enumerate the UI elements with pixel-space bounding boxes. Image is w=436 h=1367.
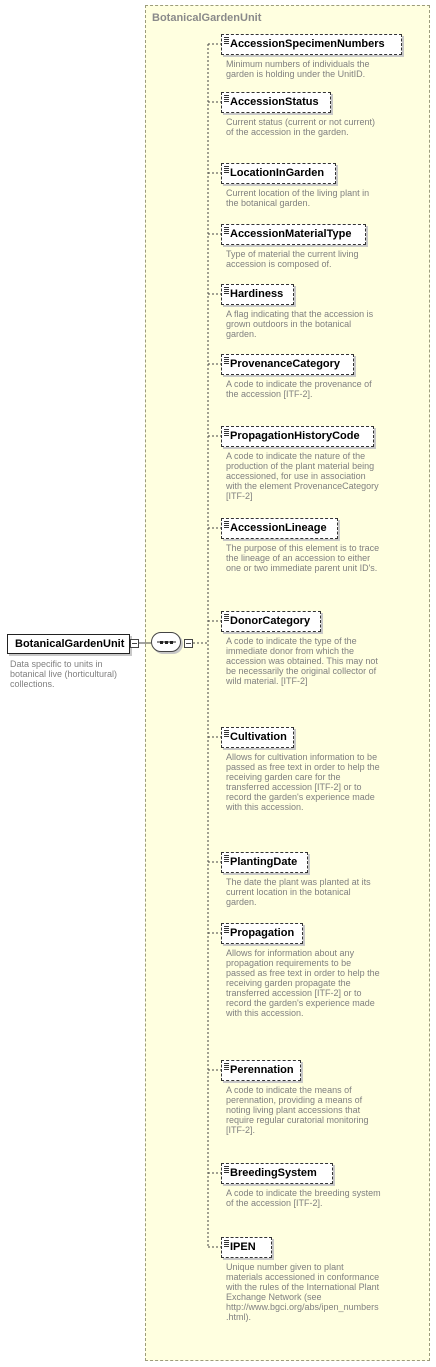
element-name: IPEN — [230, 1241, 256, 1253]
element-description: Current status (current or not current) of the accession in the garden. — [226, 117, 376, 137]
element-box-propagation[interactable] — [221, 923, 303, 944]
element-box-hardiness[interactable] — [221, 284, 294, 305]
element-box-ipen[interactable] — [221, 1237, 272, 1258]
element-box-perennation[interactable] — [221, 1060, 301, 1081]
element-name: PropagationHistoryCode — [230, 430, 360, 442]
element-name: AccessionSpecimenNumbers — [230, 38, 385, 50]
root-collapse-icon[interactable] — [130, 639, 139, 648]
element-description: A code to indicate the means of perennation, providing a means of noting living plant accessions that require regular curatorial monitoring [ITF-2]. — [226, 1085, 369, 1135]
sequence-icon — [152, 633, 182, 653]
element-box-breedingsystem[interactable] — [221, 1163, 333, 1184]
documentation-icon — [224, 227, 229, 234]
element-box-donorcategory[interactable] — [221, 611, 321, 632]
element-name: BreedingSystem — [230, 1167, 317, 1179]
group-title: BotanicalGardenUnit — [152, 12, 262, 24]
documentation-icon — [224, 1240, 229, 1247]
element-name: AccessionLineage — [230, 522, 327, 534]
documentation-icon — [224, 37, 229, 44]
element-box-provenancecategory[interactable] — [221, 354, 354, 375]
documentation-icon — [224, 926, 229, 933]
sequence-collapse-icon[interactable] — [184, 639, 193, 648]
documentation-icon — [224, 1166, 229, 1173]
element-description: Allows for cultivation information to be passed as free text in order to help the receiving garden care for the transferred accession [ITF-2] or to record the garden's experience made with this accession. — [226, 752, 380, 812]
element-name: AccessionStatus — [230, 96, 319, 108]
element-box-accessionstatus[interactable] — [221, 92, 331, 113]
documentation-icon — [224, 166, 229, 173]
element-description: Current location of the living plant in the botanical garden. — [226, 188, 370, 208]
sequence-compositor[interactable] — [151, 632, 181, 652]
element-description: Minimum numbers of individuals the garden is holding under the UnitID. — [226, 59, 370, 79]
documentation-icon — [224, 521, 229, 528]
element-description: Type of material the current living accession is composed of. — [226, 249, 359, 269]
root-element-description: Data specific to units in botanical live (horticultural) collections. — [10, 659, 118, 689]
element-description: A code to indicate the type of the immediate donor from which the accession was obtained. This may not be necessarily the original collector of wild material. [ITF-2] — [226, 636, 378, 686]
element-description: A code to indicate the nature of the production of the plant material being accessioned, for use in association with the element ProvenanceCategory [ITF-2] — [226, 451, 379, 501]
documentation-icon — [224, 357, 229, 364]
element-description: A code to indicate the breeding system of the accession [ITF-2]. — [226, 1188, 381, 1208]
documentation-icon — [224, 855, 229, 862]
documentation-icon — [224, 730, 229, 737]
element-name: DonorCategory — [230, 615, 311, 627]
element-box-accessionlineage[interactable] — [221, 518, 338, 539]
element-box-plantingdate[interactable] — [221, 852, 308, 873]
element-box-locationingarden[interactable] — [221, 163, 336, 184]
documentation-icon — [224, 287, 229, 294]
documentation-icon — [224, 1063, 229, 1070]
element-name: ProvenanceCategory — [230, 358, 341, 370]
documentation-icon — [224, 95, 229, 102]
element-description: Unique number given to plant materials accessioned in conformance with the rules of the International Plant Exchange Network (see http://www.bgci.org/abs/ipen_numbers.html). — [226, 1262, 380, 1322]
element-box-cultivation[interactable] — [221, 727, 294, 748]
element-name: AccessionMaterialType — [230, 228, 352, 240]
element-description: A flag indicating that the accession is grown outdoors in the botanical garden. — [226, 309, 374, 339]
root-element-box[interactable] — [7, 634, 130, 654]
documentation-icon — [224, 614, 229, 621]
element-box-accessionspecimennumbers[interactable] — [221, 34, 402, 55]
element-name: Perennation — [230, 1064, 294, 1076]
root-element-name: BotanicalGardenUnit — [15, 638, 125, 650]
element-description: The purpose of this element is to trace the lineage of an accession to either one or two immediate parent unit ID's. — [226, 543, 380, 573]
element-name: Cultivation — [230, 731, 287, 743]
documentation-icon — [224, 429, 229, 436]
element-description: A code to indicate the provenance of the accession [ITF-2]. — [226, 379, 372, 399]
element-name: Hardiness — [230, 288, 284, 300]
element-box-accessionmaterialtype[interactable] — [221, 224, 366, 245]
element-name: LocationInGarden — [230, 167, 325, 179]
element-name: Propagation — [230, 927, 295, 939]
element-description: Allows for information about any propagation requirements to be passed as free text in order to help the receiving garden propagate the transferred accession [ITF-2] or to record the garden's experience made with this accession. — [226, 948, 380, 1018]
element-name: PlantingDate — [230, 856, 298, 868]
element-box-propagationhistorycode[interactable] — [221, 426, 374, 447]
element-description: The date the plant was planted at its current location in the botanical garden. — [226, 877, 371, 907]
